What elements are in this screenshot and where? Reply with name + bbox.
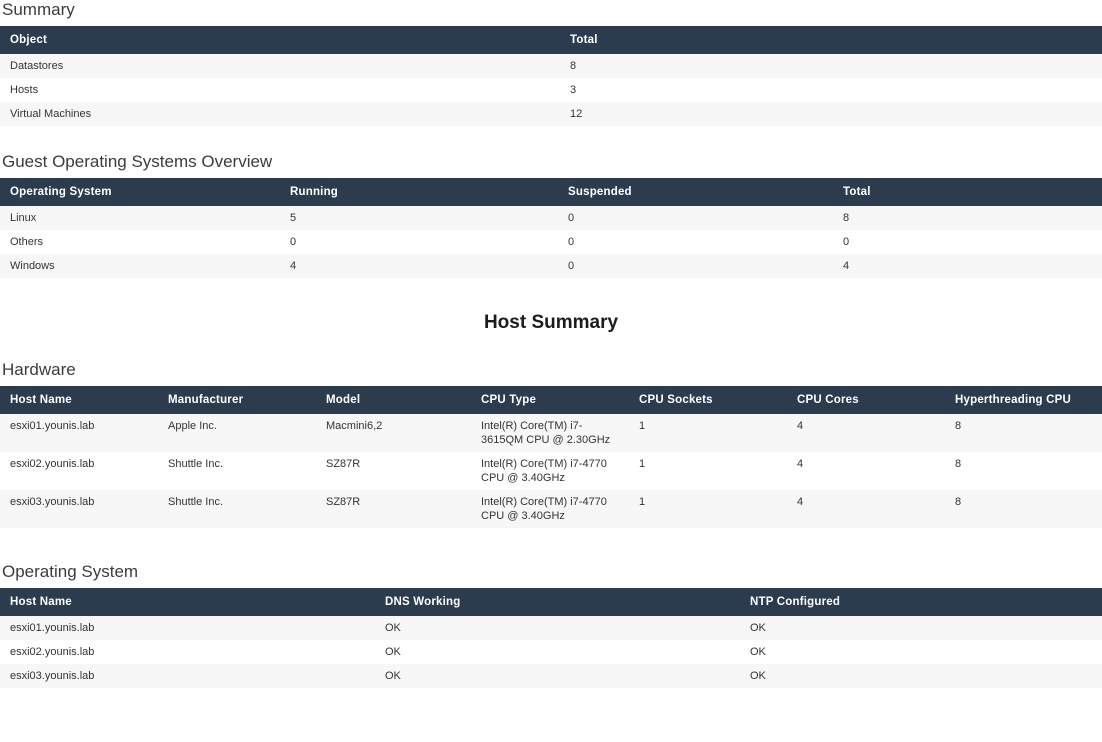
- hardware-cell-cpu-type: Intel(R) Core(TM) i7-4770 CPU @ 3.40GHz: [471, 452, 629, 490]
- guest-os-cell-running: 4: [280, 254, 558, 278]
- guest-os-cell-suspended: 0: [558, 254, 833, 278]
- hardware-cell-hyperthreading: 8: [945, 490, 1102, 528]
- hardware-cell-model: SZ87R: [316, 452, 471, 490]
- spacer: [0, 278, 1102, 312]
- os-col-host-name: Host Name: [0, 588, 375, 616]
- os-cell-host-name: esxi03.younis.lab: [0, 664, 375, 688]
- hardware-col-model: Model: [316, 386, 471, 414]
- table-row: [0, 616, 1102, 640]
- table-row: [0, 254, 1102, 278]
- os-cell-host-name: esxi01.younis.lab: [0, 616, 375, 640]
- guest-os-cell-suspended: 0: [558, 230, 833, 254]
- hardware-cell-hyperthreading: 8: [945, 414, 1102, 452]
- hardware-cell-cpu-cores: 4: [787, 490, 945, 528]
- guest-os-col-running: Running: [280, 178, 558, 206]
- guest-os-cell-name: Windows: [0, 254, 280, 278]
- os-cell-dns-working: OK: [375, 664, 740, 688]
- os-cell-ntp-configured: OK: [740, 640, 1102, 664]
- hardware-cell-cpu-cores: 4: [787, 452, 945, 490]
- hardware-cell-host-name: esxi02.younis.lab: [0, 452, 158, 490]
- hardware-col-hyperthreading-cpu: Hyperthreading CPU: [945, 386, 1102, 414]
- table-row: [0, 206, 1102, 230]
- hardware-cell-model: Macmini6,2: [316, 414, 471, 452]
- hardware-cell-cpu-sockets: 1: [629, 414, 787, 452]
- hardware-cell-manufacturer: Shuttle Inc.: [158, 490, 316, 528]
- hardware-cell-cpu-type: Intel(R) Core(TM) i7-3615QM CPU @ 2.30GHz: [471, 414, 629, 452]
- hardware-col-cpu-type: CPU Type: [471, 386, 629, 414]
- hardware-cell-model: SZ87R: [316, 490, 471, 528]
- os-cell-ntp-configured: OK: [740, 664, 1102, 688]
- guest-os-cell-running: 5: [280, 206, 558, 230]
- spacer: [0, 126, 1102, 152]
- table-row: [0, 230, 1102, 254]
- hardware-cell-host-name: esxi01.younis.lab: [0, 414, 158, 452]
- summary-cell-total: 3: [560, 78, 1102, 102]
- operating-system-table-header-row: [0, 588, 1102, 616]
- spacer: [0, 334, 1102, 360]
- hardware-cell-cpu-sockets: 1: [629, 452, 787, 490]
- hardware-cell-manufacturer: Shuttle Inc.: [158, 452, 316, 490]
- table-row: [0, 490, 1102, 528]
- hardware-cell-cpu-sockets: 1: [629, 490, 787, 528]
- os-cell-ntp-configured: OK: [740, 616, 1102, 640]
- hardware-cell-manufacturer: Apple Inc.: [158, 414, 316, 452]
- table-row: [0, 640, 1102, 664]
- guest-os-col-total: Total: [833, 178, 1102, 206]
- guest-os-cell-name: Linux: [0, 206, 280, 230]
- hardware-cell-host-name: esxi03.younis.lab: [0, 490, 158, 528]
- summary-cell-total: 12: [560, 102, 1102, 126]
- guest-os-cell-running: 0: [280, 230, 558, 254]
- summary-cell-object: Hosts: [0, 78, 560, 102]
- summary-cell-object: Virtual Machines: [0, 102, 560, 126]
- guest-os-cell-total: 4: [833, 254, 1102, 278]
- guest-os-cell-name: Others: [0, 230, 280, 254]
- guest-os-col-suspended: Suspended: [558, 178, 833, 206]
- hardware-cell-cpu-cores: 4: [787, 414, 945, 452]
- hardware-col-manufacturer: Manufacturer: [158, 386, 316, 414]
- summary-cell-object: Datastores: [0, 54, 560, 78]
- summary-table-header-row: [0, 26, 1102, 54]
- guest-os-cell-suspended: 0: [558, 206, 833, 230]
- os-col-dns-working: DNS Working: [375, 588, 740, 616]
- guest-os-col-operating-system: Operating System: [0, 178, 280, 206]
- guest-os-table: [0, 178, 1102, 278]
- hardware-col-cpu-sockets: CPU Sockets: [629, 386, 787, 414]
- summary-section-title: Summary: [2, 0, 75, 19]
- summary-cell-total: 8: [560, 54, 1102, 78]
- table-row: [0, 78, 1102, 102]
- hardware-table: [0, 386, 1102, 528]
- guest-os-cell-total: 8: [833, 206, 1102, 230]
- os-col-ntp-configured: NTP Configured: [740, 588, 1102, 616]
- table-row: [0, 414, 1102, 452]
- operating-system-section-title: Operating System: [2, 562, 139, 581]
- guest-os-section-title: Guest Operating Systems Overview: [2, 152, 273, 171]
- guest-os-table-header-row: [0, 178, 1102, 206]
- guest-os-cell-total: 0: [833, 230, 1102, 254]
- spacer: [0, 528, 1102, 562]
- os-cell-host-name: esxi02.younis.lab: [0, 640, 375, 664]
- hardware-cell-hyperthreading: 8: [945, 452, 1102, 490]
- table-row: [0, 664, 1102, 688]
- hardware-cell-cpu-type: Intel(R) Core(TM) i7-4770 CPU @ 3.40GHz: [471, 490, 629, 528]
- host-summary-heading: Host Summary: [483, 312, 619, 333]
- hardware-col-cpu-cores: CPU Cores: [787, 386, 945, 414]
- os-cell-dns-working: OK: [375, 616, 740, 640]
- summary-table: [0, 26, 1102, 126]
- table-row: [0, 452, 1102, 490]
- table-row: [0, 54, 1102, 78]
- os-cell-dns-working: OK: [375, 640, 740, 664]
- summary-col-total: Total: [560, 26, 1102, 54]
- operating-system-table: [0, 588, 1102, 688]
- hardware-table-header-row: [0, 386, 1102, 414]
- hardware-col-host-name: Host Name: [0, 386, 158, 414]
- hardware-section-title: Hardware: [2, 360, 76, 379]
- summary-col-object: Object: [0, 26, 560, 54]
- table-row: [0, 102, 1102, 126]
